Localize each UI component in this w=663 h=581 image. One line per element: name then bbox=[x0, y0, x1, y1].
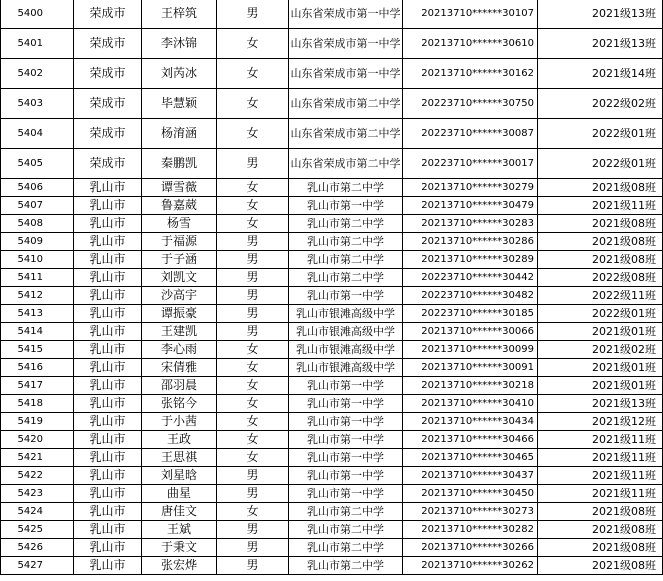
gender-cell: 女 bbox=[217, 431, 289, 449]
row-id-cell: 5407 bbox=[1, 197, 74, 215]
student-name-cell: 曲星 bbox=[142, 485, 217, 503]
gender-cell: 女 bbox=[217, 341, 289, 359]
gender-cell: 男 bbox=[217, 305, 289, 323]
gender-cell: 女 bbox=[217, 29, 289, 59]
class-cell: 2021级11班 bbox=[538, 431, 663, 449]
school-cell: 山东省荣成市第一中学 bbox=[289, 0, 403, 29]
table-row bbox=[1, 59, 663, 89]
city-cell: 乳山市 bbox=[74, 395, 142, 413]
table-row bbox=[1, 251, 663, 269]
row-id-cell: 5409 bbox=[1, 233, 74, 251]
table-row bbox=[1, 197, 663, 215]
gender-cell: 男 bbox=[217, 269, 289, 287]
table-row bbox=[1, 395, 663, 413]
table-row bbox=[1, 89, 663, 119]
student-name-cell: 李沐锦 bbox=[142, 29, 217, 59]
table-row bbox=[1, 287, 663, 305]
student-name-cell: 沙高宇 bbox=[142, 287, 217, 305]
city-cell: 荣成市 bbox=[74, 59, 142, 89]
student-name-cell: 宋倩雅 bbox=[142, 359, 217, 377]
row-id-cell: 5422 bbox=[1, 467, 74, 485]
student-name-cell: 于福源 bbox=[142, 233, 217, 251]
student-number-cell: 20213710******30273 bbox=[403, 503, 538, 521]
school-cell: 山东省荣成市第二中学 bbox=[289, 89, 403, 119]
row-id-cell: 5415 bbox=[1, 341, 74, 359]
class-cell: 2021级02班 bbox=[538, 341, 663, 359]
table-row bbox=[1, 269, 663, 287]
city-cell: 乳山市 bbox=[74, 287, 142, 305]
city-cell: 乳山市 bbox=[74, 539, 142, 557]
city-cell: 乳山市 bbox=[74, 377, 142, 395]
school-cell: 乳山市第一中学 bbox=[289, 197, 403, 215]
row-id-cell: 5419 bbox=[1, 413, 74, 431]
gender-cell: 男 bbox=[217, 539, 289, 557]
student-number-cell: 20213710******30286 bbox=[403, 233, 538, 251]
school-cell: 乳山市第二中学 bbox=[289, 233, 403, 251]
city-cell: 乳山市 bbox=[74, 305, 142, 323]
student-name-cell: 秦鹏凯 bbox=[142, 149, 217, 179]
student-name-cell: 于小茜 bbox=[142, 413, 217, 431]
school-cell: 乳山市第二中学 bbox=[289, 179, 403, 197]
class-cell: 2021级13班 bbox=[538, 395, 663, 413]
class-cell: 2022级01班 bbox=[538, 119, 663, 149]
class-cell: 2021级11班 bbox=[538, 197, 663, 215]
student-number-cell: 20213710******30610 bbox=[403, 29, 538, 59]
school-cell: 乳山市第一中学 bbox=[289, 467, 403, 485]
row-id-cell: 5421 bbox=[1, 449, 74, 467]
student-name-cell: 杨淯涵 bbox=[142, 119, 217, 149]
city-cell: 荣成市 bbox=[74, 119, 142, 149]
gender-cell: 女 bbox=[217, 395, 289, 413]
student-name-cell: 于子涵 bbox=[142, 251, 217, 269]
student-name-cell: 杨雪 bbox=[142, 215, 217, 233]
city-cell: 乳山市 bbox=[74, 341, 142, 359]
class-cell: 2021级08班 bbox=[538, 539, 663, 557]
school-cell: 乳山市第二中学 bbox=[289, 269, 403, 287]
class-cell: 2021级08班 bbox=[538, 557, 663, 575]
school-cell: 山东省荣成市第一中学 bbox=[289, 59, 403, 89]
class-cell: 2021级01班 bbox=[538, 377, 663, 395]
row-id-cell: 5424 bbox=[1, 503, 74, 521]
gender-cell: 女 bbox=[217, 359, 289, 377]
class-cell: 2021级01班 bbox=[538, 359, 663, 377]
student-name-cell: 王梓筑 bbox=[142, 0, 217, 29]
school-cell: 乳山市第一中学 bbox=[289, 449, 403, 467]
gender-cell: 男 bbox=[217, 521, 289, 539]
student-number-cell: 20213710******30282 bbox=[403, 521, 538, 539]
student-name-cell: 邵羽晨 bbox=[142, 377, 217, 395]
student-name-cell: 张铭今 bbox=[142, 395, 217, 413]
class-cell: 2021级11班 bbox=[538, 449, 663, 467]
row-id-cell: 5403 bbox=[1, 89, 74, 119]
city-cell: 乳山市 bbox=[74, 323, 142, 341]
city-cell: 荣成市 bbox=[74, 149, 142, 179]
table-row bbox=[1, 413, 663, 431]
school-cell: 乳山市第二中学 bbox=[289, 539, 403, 557]
gender-cell: 女 bbox=[217, 503, 289, 521]
student-name-cell: 张宏烨 bbox=[142, 557, 217, 575]
table-row bbox=[1, 0, 663, 29]
student-name-cell: 王建凯 bbox=[142, 323, 217, 341]
class-cell: 2021级13班 bbox=[538, 0, 663, 29]
city-cell: 乳山市 bbox=[74, 467, 142, 485]
city-cell: 荣成市 bbox=[74, 0, 142, 29]
school-cell: 乳山市第二中学 bbox=[289, 251, 403, 269]
student-name-cell: 于秉文 bbox=[142, 539, 217, 557]
city-cell: 乳山市 bbox=[74, 251, 142, 269]
table-row bbox=[1, 179, 663, 197]
table-row bbox=[1, 485, 663, 503]
student-number-cell: 20213710******30450 bbox=[403, 485, 538, 503]
gender-cell: 女 bbox=[217, 377, 289, 395]
student-name-cell: 李心雨 bbox=[142, 341, 217, 359]
student-number-cell: 20213710******30437 bbox=[403, 467, 538, 485]
city-cell: 乳山市 bbox=[74, 215, 142, 233]
class-cell: 2021级08班 bbox=[538, 233, 663, 251]
student-number-cell: 20213710******30410 bbox=[403, 395, 538, 413]
table-row bbox=[1, 323, 663, 341]
student-name-cell: 刘凯文 bbox=[142, 269, 217, 287]
class-cell: 2021级12班 bbox=[538, 413, 663, 431]
gender-cell: 男 bbox=[217, 557, 289, 575]
row-id-cell: 5416 bbox=[1, 359, 74, 377]
class-cell: 2022级01班 bbox=[538, 149, 663, 179]
city-cell: 乳山市 bbox=[74, 179, 142, 197]
row-id-cell: 5420 bbox=[1, 431, 74, 449]
city-cell: 乳山市 bbox=[74, 359, 142, 377]
student-name-cell: 王斌 bbox=[142, 521, 217, 539]
school-cell: 乳山市第一中学 bbox=[289, 377, 403, 395]
school-cell: 乳山市银滩高级中学 bbox=[289, 323, 403, 341]
student-number-cell: 20223710******30442 bbox=[403, 269, 538, 287]
student-number-cell: 20213710******30162 bbox=[403, 59, 538, 89]
row-id-cell: 5402 bbox=[1, 59, 74, 89]
student-name-cell: 谭振豪 bbox=[142, 305, 217, 323]
school-cell: 山东省荣成市第二中学 bbox=[289, 119, 403, 149]
row-id-cell: 5411 bbox=[1, 269, 74, 287]
student-number-cell: 20213710******30279 bbox=[403, 179, 538, 197]
city-cell: 乳山市 bbox=[74, 521, 142, 539]
row-id-cell: 5401 bbox=[1, 29, 74, 59]
student-number-cell: 20213710******30466 bbox=[403, 431, 538, 449]
table-row bbox=[1, 377, 663, 395]
gender-cell: 男 bbox=[217, 0, 289, 29]
student-number-cell: 20213710******30434 bbox=[403, 413, 538, 431]
student-name-cell: 王思祺 bbox=[142, 449, 217, 467]
row-id-cell: 5426 bbox=[1, 539, 74, 557]
student-name-cell: 鲁嘉葳 bbox=[142, 197, 217, 215]
gender-cell: 女 bbox=[217, 179, 289, 197]
row-id-cell: 5404 bbox=[1, 119, 74, 149]
student-name-cell: 刘芮冰 bbox=[142, 59, 217, 89]
school-cell: 乳山市银滩高级中学 bbox=[289, 359, 403, 377]
student-number-cell: 20213710******30099 bbox=[403, 341, 538, 359]
table-row bbox=[1, 557, 663, 575]
gender-cell: 女 bbox=[217, 449, 289, 467]
gender-cell: 男 bbox=[217, 149, 289, 179]
row-id-cell: 5410 bbox=[1, 251, 74, 269]
class-cell: 2021级08班 bbox=[538, 251, 663, 269]
class-cell: 2021级08班 bbox=[538, 179, 663, 197]
gender-cell: 女 bbox=[217, 89, 289, 119]
city-cell: 乳山市 bbox=[74, 557, 142, 575]
row-id-cell: 5408 bbox=[1, 215, 74, 233]
student-number-cell: 20223710******30482 bbox=[403, 287, 538, 305]
class-cell: 2021级14班 bbox=[538, 59, 663, 89]
city-cell: 乳山市 bbox=[74, 269, 142, 287]
student-number-cell: 20213710******30465 bbox=[403, 449, 538, 467]
class-cell: 2021级11班 bbox=[538, 467, 663, 485]
student-number-cell: 20213710******30289 bbox=[403, 251, 538, 269]
school-cell: 乳山市第二中学 bbox=[289, 215, 403, 233]
student-number-cell: 20223710******30017 bbox=[403, 149, 538, 179]
roster-body bbox=[1, 0, 663, 575]
student-number-cell: 20213710******30107 bbox=[403, 0, 538, 29]
school-cell: 乳山市银滩高级中学 bbox=[289, 341, 403, 359]
class-cell: 2022级11班 bbox=[538, 287, 663, 305]
row-id-cell: 5417 bbox=[1, 377, 74, 395]
student-number-cell: 20213710******30066 bbox=[403, 323, 538, 341]
gender-cell: 男 bbox=[217, 323, 289, 341]
table-row bbox=[1, 215, 663, 233]
row-id-cell: 5425 bbox=[1, 521, 74, 539]
class-cell: 2021级01班 bbox=[538, 323, 663, 341]
student-number-cell: 20223710******30087 bbox=[403, 119, 538, 149]
city-cell: 乳山市 bbox=[74, 413, 142, 431]
gender-cell: 女 bbox=[217, 59, 289, 89]
gender-cell: 男 bbox=[217, 251, 289, 269]
school-cell: 乳山市银滩高级中学 bbox=[289, 305, 403, 323]
city-cell: 乳山市 bbox=[74, 233, 142, 251]
row-id-cell: 5406 bbox=[1, 179, 74, 197]
table-row bbox=[1, 449, 663, 467]
class-cell: 2022级01班 bbox=[538, 305, 663, 323]
class-cell: 2021级08班 bbox=[538, 521, 663, 539]
gender-cell: 男 bbox=[217, 233, 289, 251]
gender-cell: 女 bbox=[217, 413, 289, 431]
city-cell: 荣成市 bbox=[74, 89, 142, 119]
class-cell: 2022级02班 bbox=[538, 89, 663, 119]
student-number-cell: 20213710******30283 bbox=[403, 215, 538, 233]
school-cell: 乳山市第二中学 bbox=[289, 557, 403, 575]
gender-cell: 女 bbox=[217, 197, 289, 215]
city-cell: 乳山市 bbox=[74, 431, 142, 449]
student-name-cell: 毕慧颖 bbox=[142, 89, 217, 119]
table-row bbox=[1, 539, 663, 557]
row-id-cell: 5412 bbox=[1, 287, 74, 305]
city-cell: 荣成市 bbox=[74, 29, 142, 59]
student-number-cell: 20223710******30750 bbox=[403, 89, 538, 119]
student-name-cell: 刘星晗 bbox=[142, 467, 217, 485]
class-cell: 2021级13班 bbox=[538, 29, 663, 59]
student-number-cell: 20213710******30218 bbox=[403, 377, 538, 395]
table-row bbox=[1, 233, 663, 251]
class-cell: 2021级11班 bbox=[538, 485, 663, 503]
school-cell: 乳山市第一中学 bbox=[289, 413, 403, 431]
row-id-cell: 5423 bbox=[1, 485, 74, 503]
student-name-cell: 谭雪薇 bbox=[142, 179, 217, 197]
school-cell: 乳山市第二中学 bbox=[289, 521, 403, 539]
gender-cell: 男 bbox=[217, 485, 289, 503]
city-cell: 乳山市 bbox=[74, 503, 142, 521]
student-number-cell: 20213710******30262 bbox=[403, 557, 538, 575]
city-cell: 乳山市 bbox=[74, 485, 142, 503]
class-cell: 2021级08班 bbox=[538, 503, 663, 521]
student-name-cell: 唐佳文 bbox=[142, 503, 217, 521]
table-row bbox=[1, 359, 663, 377]
row-id-cell: 5414 bbox=[1, 323, 74, 341]
table-row bbox=[1, 521, 663, 539]
student-number-cell: 20213710******30266 bbox=[403, 539, 538, 557]
table-row bbox=[1, 149, 663, 179]
school-cell: 山东省荣成市第一中学 bbox=[289, 29, 403, 59]
school-cell: 乳山市第二中学 bbox=[289, 503, 403, 521]
row-id-cell: 5413 bbox=[1, 305, 74, 323]
gender-cell: 女 bbox=[217, 215, 289, 233]
class-cell: 2021级08班 bbox=[538, 215, 663, 233]
school-cell: 乳山市第一中学 bbox=[289, 485, 403, 503]
gender-cell: 男 bbox=[217, 287, 289, 305]
table-row bbox=[1, 29, 663, 59]
school-cell: 乳山市第一中学 bbox=[289, 395, 403, 413]
student-number-cell: 20213710******30479 bbox=[403, 197, 538, 215]
table-row bbox=[1, 305, 663, 323]
city-cell: 乳山市 bbox=[74, 449, 142, 467]
student-number-cell: 20213710******30091 bbox=[403, 359, 538, 377]
student-number-cell: 20223710******30185 bbox=[403, 305, 538, 323]
class-cell: 2022级08班 bbox=[538, 269, 663, 287]
city-cell: 乳山市 bbox=[74, 197, 142, 215]
row-id-cell: 5400 bbox=[1, 0, 74, 29]
row-id-cell: 5427 bbox=[1, 557, 74, 575]
gender-cell: 男 bbox=[217, 467, 289, 485]
table-row bbox=[1, 467, 663, 485]
student-name-cell: 王政 bbox=[142, 431, 217, 449]
table-row bbox=[1, 341, 663, 359]
table-row bbox=[1, 431, 663, 449]
table-row bbox=[1, 119, 663, 149]
school-cell: 乳山市第一中学 bbox=[289, 287, 403, 305]
school-cell: 山东省荣成市第二中学 bbox=[289, 149, 403, 179]
row-id-cell: 5405 bbox=[1, 149, 74, 179]
gender-cell: 女 bbox=[217, 119, 289, 149]
table-row bbox=[1, 503, 663, 521]
row-id-cell: 5418 bbox=[1, 395, 74, 413]
school-cell: 乳山市第一中学 bbox=[289, 431, 403, 449]
